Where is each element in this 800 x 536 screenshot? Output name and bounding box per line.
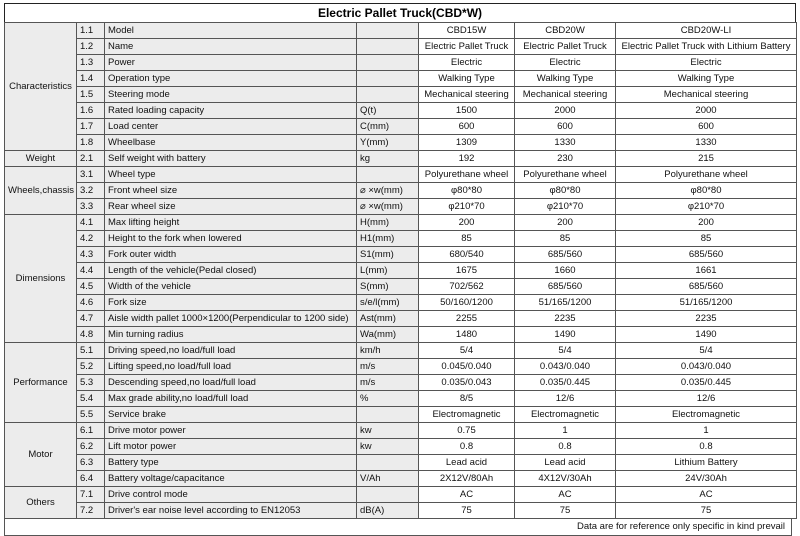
table-row	[5, 375, 797, 391]
item-name: Front wheel size	[105, 183, 357, 199]
item-name: Drive motor power	[105, 423, 357, 439]
value-cell: 685/560	[515, 247, 616, 263]
item-number: 5.3	[77, 375, 105, 391]
item-name: Driver's ear noise level according to EN12053	[105, 503, 357, 519]
value-cell: φ80*80	[515, 183, 616, 199]
value-cell: Electric Pallet Truck	[515, 39, 616, 55]
value-cell: Electric Pallet Truck	[419, 39, 515, 55]
item-unit: S(mm)	[357, 279, 419, 295]
table-row	[5, 151, 797, 167]
item-unit: Ast(mm)	[357, 311, 419, 327]
item-unit: Y(mm)	[357, 135, 419, 151]
value-cell: φ210*70	[515, 199, 616, 215]
value-cell: AC	[419, 487, 515, 503]
item-name: Fork outer width	[105, 247, 357, 263]
item-name: Wheel type	[105, 167, 357, 183]
category-label: Performance	[5, 343, 77, 423]
item-name: Model	[105, 23, 357, 39]
table-row	[5, 311, 797, 327]
value-cell: 600	[616, 119, 797, 135]
item-name: Width of the vehicle	[105, 279, 357, 295]
value-cell: 51/165/1200	[515, 295, 616, 311]
item-number: 2.1	[77, 151, 105, 167]
item-name: Max grade ability,no load/full load	[105, 391, 357, 407]
item-name: Aisle width pallet 1000×1200(Perpendicular to 1200 side)	[105, 311, 357, 327]
item-number: 1.8	[77, 135, 105, 151]
value-cell: Polyurethane wheel	[515, 167, 616, 183]
value-cell: 85	[419, 231, 515, 247]
table-row	[5, 215, 797, 231]
item-name: Self weight with battery	[105, 151, 357, 167]
value-cell: 200	[515, 215, 616, 231]
category-label: Weight	[5, 151, 77, 167]
item-number: 4.1	[77, 215, 105, 231]
value-cell: Lithium Battery	[616, 455, 797, 471]
item-number: 3.3	[77, 199, 105, 215]
table-row	[5, 279, 797, 295]
table-row	[5, 231, 797, 247]
item-unit: Wa(mm)	[357, 327, 419, 343]
value-cell: Mechanical steering	[515, 87, 616, 103]
table-row	[5, 487, 797, 503]
spec-table-body	[5, 23, 797, 519]
value-cell: CBD20W	[515, 23, 616, 39]
category-label: Wheels,chassis	[5, 167, 77, 215]
item-number: 5.1	[77, 343, 105, 359]
value-cell: Electromagnetic	[616, 407, 797, 423]
value-cell: Electromagnetic	[419, 407, 515, 423]
value-cell: 600	[419, 119, 515, 135]
item-number: 1.6	[77, 103, 105, 119]
value-cell: 1660	[515, 263, 616, 279]
value-cell: φ210*70	[616, 199, 797, 215]
table-row	[5, 295, 797, 311]
item-unit	[357, 487, 419, 503]
item-number: 5.4	[77, 391, 105, 407]
value-cell: 1	[616, 423, 797, 439]
value-cell: 75	[616, 503, 797, 519]
item-unit	[357, 167, 419, 183]
value-cell: 1490	[616, 327, 797, 343]
item-number: 6.4	[77, 471, 105, 487]
table-row	[5, 503, 797, 519]
value-cell: 0.043/0.040	[515, 359, 616, 375]
item-name: Power	[105, 55, 357, 71]
value-cell: φ210*70	[419, 199, 515, 215]
value-cell: AC	[616, 487, 797, 503]
item-number: 3.1	[77, 167, 105, 183]
item-number: 3.2	[77, 183, 105, 199]
value-cell: 12/6	[616, 391, 797, 407]
item-name: Operation type	[105, 71, 357, 87]
item-number: 1.5	[77, 87, 105, 103]
value-cell: 0.8	[419, 439, 515, 455]
table-row	[5, 247, 797, 263]
item-name: Lift motor power	[105, 439, 357, 455]
value-cell: φ80*80	[616, 183, 797, 199]
value-cell: 2255	[419, 311, 515, 327]
table-row	[5, 407, 797, 423]
table-row	[5, 471, 797, 487]
value-cell: 0.035/0.445	[515, 375, 616, 391]
value-cell: CBD15W	[419, 23, 515, 39]
item-name: Battery type	[105, 455, 357, 471]
item-number: 1.3	[77, 55, 105, 71]
item-name: Drive control mode	[105, 487, 357, 503]
item-name: Lifting speed,no load/full load	[105, 359, 357, 375]
item-unit: H(mm)	[357, 215, 419, 231]
value-cell: 1330	[515, 135, 616, 151]
value-cell: Mechanical steering	[419, 87, 515, 103]
item-number: 1.2	[77, 39, 105, 55]
item-number: 6.3	[77, 455, 105, 471]
value-cell: 1330	[616, 135, 797, 151]
value-cell: 0.8	[515, 439, 616, 455]
item-name: Service brake	[105, 407, 357, 423]
value-cell: 200	[616, 215, 797, 231]
item-number: 4.6	[77, 295, 105, 311]
item-unit: m/s	[357, 359, 419, 375]
category-label: Others	[5, 487, 77, 519]
item-name: Max lifting height	[105, 215, 357, 231]
value-cell: Electric	[419, 55, 515, 71]
value-cell: 51/165/1200	[616, 295, 797, 311]
item-unit: V/Ah	[357, 471, 419, 487]
value-cell: Electric Pallet Truck with Lithium Battery	[616, 39, 797, 55]
value-cell: 0.035/0.043	[419, 375, 515, 391]
value-cell: Mechanical steering	[616, 87, 797, 103]
table-row	[5, 391, 797, 407]
category-label: Characteristics	[5, 23, 77, 151]
value-cell: 12/6	[515, 391, 616, 407]
table-row	[5, 119, 797, 135]
value-cell: 702/562	[419, 279, 515, 295]
item-unit: Q(t)	[357, 103, 419, 119]
value-cell: Electric	[515, 55, 616, 71]
table-row	[5, 199, 797, 215]
item-number: 5.2	[77, 359, 105, 375]
item-number: 4.3	[77, 247, 105, 263]
item-unit	[357, 87, 419, 103]
item-unit: ⌀ ×w(mm)	[357, 199, 419, 215]
value-cell: 1480	[419, 327, 515, 343]
value-cell: Polyurethane wheel	[616, 167, 797, 183]
value-cell: Electric	[616, 55, 797, 71]
table-row	[5, 343, 797, 359]
item-unit: L(mm)	[357, 263, 419, 279]
item-name: Rated loading capacity	[105, 103, 357, 119]
table-row	[5, 455, 797, 471]
item-name: Fork size	[105, 295, 357, 311]
item-number: 7.2	[77, 503, 105, 519]
value-cell: 85	[515, 231, 616, 247]
value-cell: 1490	[515, 327, 616, 343]
value-cell: 600	[515, 119, 616, 135]
item-unit: ⌀ ×w(mm)	[357, 183, 419, 199]
value-cell: 215	[616, 151, 797, 167]
value-cell: 1675	[419, 263, 515, 279]
item-number: 4.4	[77, 263, 105, 279]
item-unit: H1(mm)	[357, 231, 419, 247]
value-cell: 2235	[515, 311, 616, 327]
table-row	[5, 423, 797, 439]
value-cell: 685/560	[515, 279, 616, 295]
value-cell: 8/5	[419, 391, 515, 407]
value-cell: AC	[515, 487, 616, 503]
value-cell: 1500	[419, 103, 515, 119]
value-cell: 685/560	[616, 279, 797, 295]
category-label: Motor	[5, 423, 77, 487]
item-number: 4.7	[77, 311, 105, 327]
value-cell: 0.75	[419, 423, 515, 439]
value-cell: 50/160/1200	[419, 295, 515, 311]
value-cell: 5/4	[419, 343, 515, 359]
value-cell: 1661	[616, 263, 797, 279]
value-cell: 192	[419, 151, 515, 167]
item-unit: %	[357, 391, 419, 407]
value-cell: CBD20W-LI	[616, 23, 797, 39]
value-cell: 2X12V/80Ah	[419, 471, 515, 487]
value-cell: 685/560	[616, 247, 797, 263]
item-number: 6.1	[77, 423, 105, 439]
value-cell: Walking Type	[616, 71, 797, 87]
item-number: 4.2	[77, 231, 105, 247]
item-number: 5.5	[77, 407, 105, 423]
value-cell: 200	[419, 215, 515, 231]
footer-note: Data are for reference only specific in kind prevail	[4, 519, 792, 536]
item-name: Height to the fork when lowered	[105, 231, 357, 247]
item-unit: kw	[357, 439, 419, 455]
item-unit	[357, 407, 419, 423]
value-cell: 4X12V/30Ah	[515, 471, 616, 487]
value-cell: 2235	[616, 311, 797, 327]
value-cell: 75	[515, 503, 616, 519]
item-name: Steering mode	[105, 87, 357, 103]
table-row	[5, 167, 797, 183]
value-cell: 230	[515, 151, 616, 167]
item-name: Battery voltage/capacitance	[105, 471, 357, 487]
item-unit	[357, 39, 419, 55]
item-number: 4.8	[77, 327, 105, 343]
value-cell: Polyurethane wheel	[419, 167, 515, 183]
table-row	[5, 55, 797, 71]
table-row	[5, 359, 797, 375]
value-cell: Walking Type	[515, 71, 616, 87]
item-name: Driving speed,no load/full load	[105, 343, 357, 359]
table-row	[5, 23, 797, 39]
item-name: Descending speed,no load/full load	[105, 375, 357, 391]
category-label: Dimensions	[5, 215, 77, 343]
item-unit: km/h	[357, 343, 419, 359]
item-unit: kw	[357, 423, 419, 439]
value-cell: 1309	[419, 135, 515, 151]
value-cell: 0.045/0.040	[419, 359, 515, 375]
item-unit	[357, 455, 419, 471]
value-cell: Lead acid	[419, 455, 515, 471]
item-number: 1.4	[77, 71, 105, 87]
table-row	[5, 71, 797, 87]
value-cell: 680/540	[419, 247, 515, 263]
value-cell: 2000	[515, 103, 616, 119]
item-unit: m/s	[357, 375, 419, 391]
item-number: 7.1	[77, 487, 105, 503]
value-cell: 0.8	[616, 439, 797, 455]
table-row	[5, 39, 797, 55]
item-unit	[357, 23, 419, 39]
table-row	[5, 87, 797, 103]
value-cell: Walking Type	[419, 71, 515, 87]
table-row	[5, 327, 797, 343]
value-cell: 2000	[616, 103, 797, 119]
item-name: Length of the vehicle(Pedal closed)	[105, 263, 357, 279]
table-row	[5, 135, 797, 151]
item-name: Load center	[105, 119, 357, 135]
value-cell: 5/4	[616, 343, 797, 359]
item-unit: kg	[357, 151, 419, 167]
item-unit: S1(mm)	[357, 247, 419, 263]
item-unit	[357, 55, 419, 71]
table-row	[5, 103, 797, 119]
item-unit: dB(A)	[357, 503, 419, 519]
value-cell: 75	[419, 503, 515, 519]
value-cell: 85	[616, 231, 797, 247]
item-number: 4.5	[77, 279, 105, 295]
value-cell: 0.035/0.445	[616, 375, 797, 391]
item-unit: C(mm)	[357, 119, 419, 135]
item-name: Rear wheel size	[105, 199, 357, 215]
item-unit	[357, 71, 419, 87]
value-cell: 0.043/0.040	[616, 359, 797, 375]
value-cell: Electromagnetic	[515, 407, 616, 423]
value-cell: φ80*80	[419, 183, 515, 199]
item-unit: s/e/l(mm)	[357, 295, 419, 311]
value-cell: Lead acid	[515, 455, 616, 471]
item-number: 6.2	[77, 439, 105, 455]
item-number: 1.7	[77, 119, 105, 135]
table-row	[5, 183, 797, 199]
item-number: 1.1	[77, 23, 105, 39]
spec-table	[4, 22, 797, 519]
item-name: Wheelbase	[105, 135, 357, 151]
table-row	[5, 439, 797, 455]
value-cell: 1	[515, 423, 616, 439]
table-row	[5, 263, 797, 279]
page-title: Electric Pallet Truck(CBD*W)	[4, 3, 796, 22]
value-cell: 24V/30Ah	[616, 471, 797, 487]
item-name: Name	[105, 39, 357, 55]
value-cell: 5/4	[515, 343, 616, 359]
item-name: Min turning radius	[105, 327, 357, 343]
